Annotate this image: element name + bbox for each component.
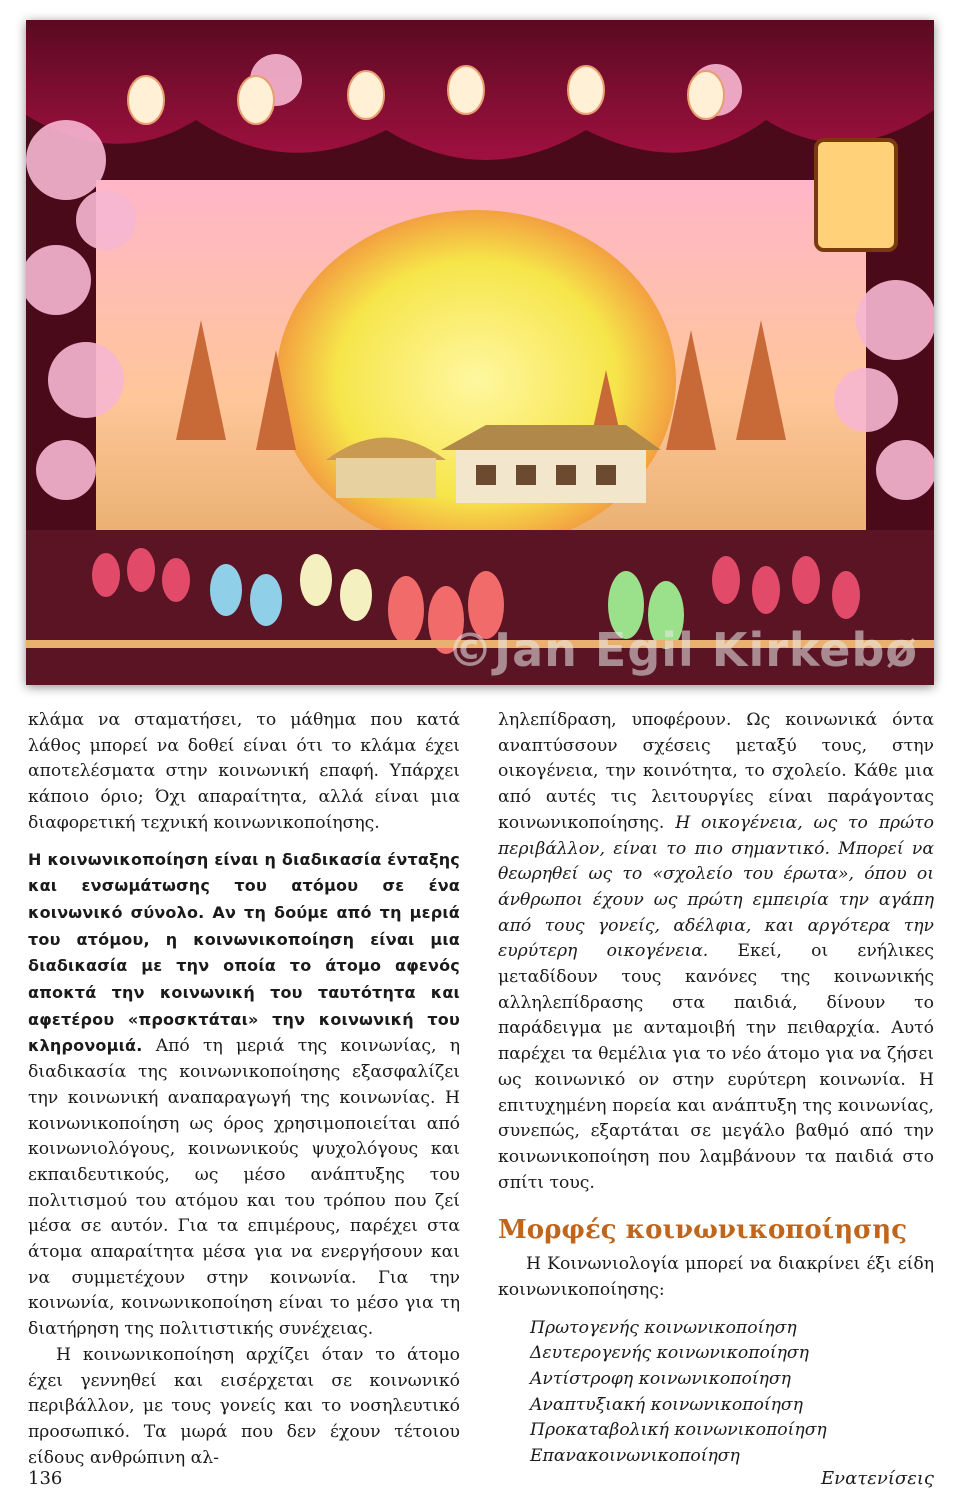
list-item: Επανακοινωνικοποίηση <box>530 1445 740 1466</box>
paragraph-definition <box>28 847 460 1343</box>
publication-name: Ενατενίσεις <box>821 1468 934 1489</box>
stage-illustration <box>26 20 934 685</box>
family-text-start: ληλεπίδραση, υποφέρουν. Ως κοινωνικά όντα αναπτύσσουν σχέσεις μεταξύ τους, στην οικογένεια, την κοινότητα, το σχολείο. Κάθε μια από αυτές τις λειτουργίες είναι παράγοντας κοινωνικοποίησης. <box>498 710 934 833</box>
stage-photo <box>26 20 934 685</box>
family-italic-text: Η οικογένεια, ως το πρώτο περιβάλλον, είναι το πιο σημαντικό. Μπορεί να θεωρηθεί ως το «σχολείο του έρωτα», όπου οι άνθρωποι έχουν ως πρώτη εμπειρία την αγάπη από τους γονείς, αδέλφια, και αργότερα την ευρύτερη οικογένεια. <box>498 812 934 962</box>
list-item: Αντίστροφη κοινωνικοποίηση <box>530 1368 791 1389</box>
paragraph-crying: κλάμα να σταματήσει, το μάθημα που κατά λάθος μπορεί να δοθεί είναι ότι το κλάμα έχει αποτελέσματα στην κοινωνική επαφή. Υπάρχει κάποιο όριο; Όχι απαραίτητα, αλλά είναι μια διαφορετική τεχνική κοινωνικοποίησης. <box>28 710 460 833</box>
page-number: 136 <box>28 1468 63 1489</box>
left-text-column <box>28 708 460 1471</box>
types-intro: Η Κοινωνιολογία μπορεί να διακρίνει έξι είδη κοινωνικοποίησης: <box>498 1254 934 1301</box>
definition-bold-text: Η κοινωνικοποίηση είναι η διαδικασία ένταξης και ενσωμάτωσης του ατόμου σε ένα κοινωνικό σύνολο. Αν τη δούμε από τη μεριά του ατόμου, η κοινωνικοποίηση είναι μια διαδικασία με την οποία το άτομο αφενός αποκτά την κοινωνική του ταυτότητα και αφετέρου «προσκτάται» την κοινωνική του κληρονομιά. <box>28 849 460 1056</box>
list-item: Αναπτυξιακή κοινωνικοποίηση <box>530 1394 803 1415</box>
right-text-column <box>498 708 934 1469</box>
family-text-end: Εκεί, οι ενήλικες μεταδίδουν τους κανόνες της κοινωνικής αλληλεπίδρασης στα παιδιά, δίνουν το παράδειγμα με ανταμοιβή την πειθαρχία. Αυτό παρέχει τα θεμέλια για το νέο άτομο για να ζήσει ως κοινωνικό ον στην ευρύτερη κοινωνία. Η επιτυχημένη πορεία και ανάπτυξη της κοινωνίας, συνεπώς, εξαρτάται σε μεγάλο βαθμό από την κοινωνικοποίηση που λαμβάνουν τα παιδιά στο σπίτι τους. <box>498 941 934 1193</box>
list-item: Προκαταβολική κοινωνικοποίηση <box>530 1420 827 1441</box>
paragraph-family <box>498 708 934 1196</box>
list-item: Δευτερογενής κοινωνικοποίηση <box>530 1343 809 1364</box>
definition-continued-text: Από τη μεριά της κοινωνίας, η διαδικασία της κοινωνικοποίησης εξασφαλίζει την κοινωνική αναπαραγωγή της κοινωνίας. Η κοινωνικοποίηση ως όρος χρησιμοποιείται από κοινωνιολόγους, κοινωνικούς ψυχολόγους και εκπαιδευτικούς, ως μέσο ανάπτυξης του πολιτισμού του ατόμου και του τρόπου που ζεί μέσα σε αυτόν. Για τα επιμέρους, παρέχει στα άτομα απαραίτητα μέσα για να ενεργήσουν και να συμμετέχουν στην κοινωνία. Για την κοινωνία, κοινωνικοποίηση είναι το μέσο για τη διατήρηση της πολιτιστικής συνέχειας. <box>28 1036 460 1340</box>
paragraph-beginning: Η κοινωνικοποίηση αρχίζει όταν το άτομο έχει γεννηθεί και εισέρχεται σε κοινωνικό περιβάλλον, με τους γονείς και το νοσηλευτικό προσωπικό. Τα μωρά που δεν έχουν τέτοιου είδους ανθρώπινη αλ- <box>28 1344 460 1468</box>
section-heading: Μορφές κοινωνικοποίησης <box>498 1215 908 1246</box>
photo-watermark: ©Jan Egil Kirkebø <box>446 623 918 677</box>
list-item: Πρωτογενής κοινωνικοποίηση <box>530 1317 797 1338</box>
socialization-types-list <box>498 1316 934 1470</box>
